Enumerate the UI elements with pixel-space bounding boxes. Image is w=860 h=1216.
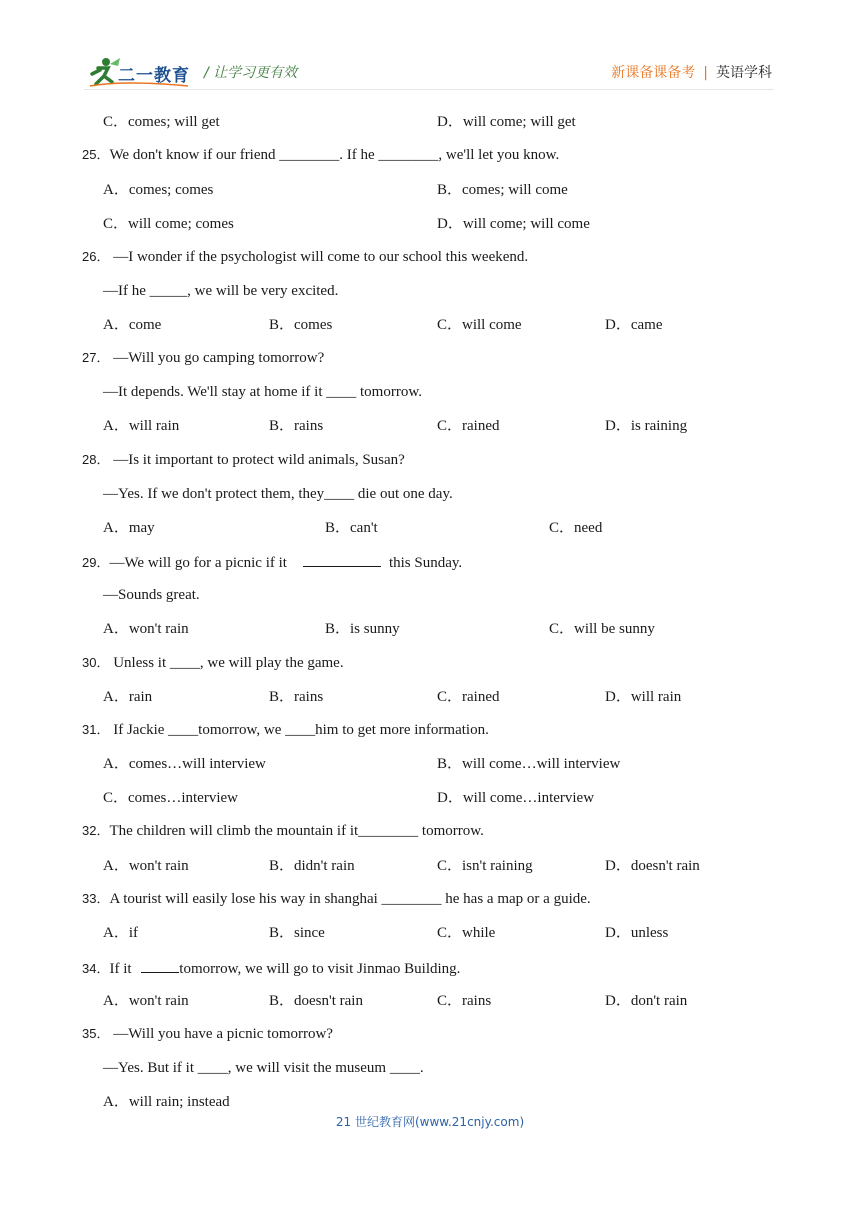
question-33 [82,890,591,908]
q33-option-c: C．while [437,925,496,941]
q26-reply: —If he _____, we will be very excited. [103,283,339,299]
question-number: 33． [82,891,110,906]
question-stem: The children will climb the mountain if it________ tomorrow. [109,823,484,839]
q31-option-a: A．comes…will interview [103,756,266,772]
q31-option-c: C．comes…interview [103,790,238,806]
header-divider [84,89,774,90]
q26-option-a: A．come [103,317,162,333]
header-subject: 英语学科 [716,65,772,81]
q32-option-a: A．won't rain [103,858,189,874]
question-number: 34． [82,961,110,976]
q30-option-a: A．rain [103,689,153,705]
q28-option-c: C．need [549,520,603,536]
q24-option-d: D．will come; will get [437,114,576,130]
q29-option-b: B．is sunny [325,621,400,637]
question-stem-after: this Sunday. [388,555,463,571]
q28-reply: —Yes. If we don't protect them, they____ die out one day. [103,486,453,502]
q30-option-c: C．rained [437,689,500,705]
answer-blank [303,552,381,567]
question-stem: —Will you have a picnic tomorrow? [109,1026,333,1042]
question-number: 32． [82,823,110,838]
q27-option-d: D．is raining [605,418,688,434]
q26-option-b: B．comes [269,317,333,333]
question-number: 25． [82,147,110,162]
q25-option-d: D．will come; will come [437,216,590,232]
logo-text: 二一教育 [118,66,190,86]
q35-option-a: A．will rain; instead [103,1094,230,1110]
q27-option-a: A．will rain [103,418,180,434]
question-27 [82,349,324,367]
q28-option-a: A．may [103,520,155,536]
question-stem: A tourist will easily lose his way in shanghai ________ he has a map or a guide. [109,891,591,907]
question-stem: Unless it ____, we will play the game. [109,655,344,671]
question-25 [82,146,559,164]
header-separator: | [703,65,708,81]
question-29 [82,552,462,572]
question-31 [82,721,489,739]
question-35 [82,1025,333,1043]
q35-reply: —Yes. But if it ____, we will visit the museum ____. [103,1060,424,1076]
q34-option-a: A．won't rain [103,993,189,1009]
q25-option-c: C．will come; comes [103,216,234,232]
question-26 [82,248,528,266]
q32-option-b: B．didn't rain [269,858,355,874]
question-stem-after: tomorrow, we will go to visit Jinmao Building. [179,961,461,977]
q27-reply: —It depends. We'll stay at home if it ____ tomorrow. [103,384,422,400]
q30-option-b: B．rains [269,689,324,705]
q28-option-b: B．can't [325,520,378,536]
q34-option-b: B．doesn't rain [269,993,363,1009]
q29-option-c: C．will be sunny [549,621,655,637]
question-stem: We don't know if our friend ________. If he ________, we'll let you know. [109,147,560,163]
q24-option-c: C．comes; will get [103,114,220,130]
q29-option-a: A．won't rain [103,621,189,637]
question-number: 26． [82,249,110,264]
q31-option-b: B．will come…will interview [437,756,621,772]
question-32 [82,822,484,840]
question-number: 27． [82,350,110,365]
q34-option-c: C．rains [437,993,492,1009]
question-30 [82,654,344,672]
page-footer: 21 世纪教育网(www.21cnjy.com) [335,1115,525,1129]
q25-option-a: A．comes; comes [103,182,214,198]
question-28 [82,451,405,469]
q27-option-b: B．rains [269,418,324,434]
question-stem-before: —We will go for a picnic if it [109,555,287,571]
q33-option-d: D．unless [605,925,669,941]
answer-blank [141,958,179,973]
question-number: 35． [82,1026,110,1041]
q27-option-c: C．rained [437,418,500,434]
q30-option-d: D．will rain [605,689,682,705]
header-brand: 新课备课备考 [611,65,696,81]
question-stem: —Is it important to protect wild animals, Susan? [109,452,405,468]
q32-option-d: D．doesn't rain [605,858,700,874]
page-header [0,0,860,96]
q31-option-d: D．will come…interview [437,790,595,806]
q33-option-a: A．if [103,925,138,941]
q34-option-d: D．don't rain [605,993,688,1009]
question-stem-before: If it [109,961,136,977]
q26-option-d: D．came [605,317,663,333]
question-number: 31． [82,722,110,737]
question-stem: —I wonder if the psychologist will come to our school this weekend. [109,249,529,265]
question-number: 29． [82,555,110,570]
question-number: 28． [82,452,110,467]
slogan: / 让学习更有效 [204,65,298,81]
header-right [611,62,772,82]
question-stem: If Jackie ____tomorrow, we ____him to get more information. [109,722,489,738]
q25-option-b: B．comes; will come [437,182,568,198]
q33-option-b: B．since [269,925,325,941]
question-34 [82,958,460,978]
q29-reply: —Sounds great. [103,587,200,603]
question-stem: —Will you go camping tomorrow? [109,350,325,366]
question-number: 30． [82,655,110,670]
q32-option-c: C．isn't raining [437,858,533,874]
q26-option-c: C．will come [437,317,522,333]
